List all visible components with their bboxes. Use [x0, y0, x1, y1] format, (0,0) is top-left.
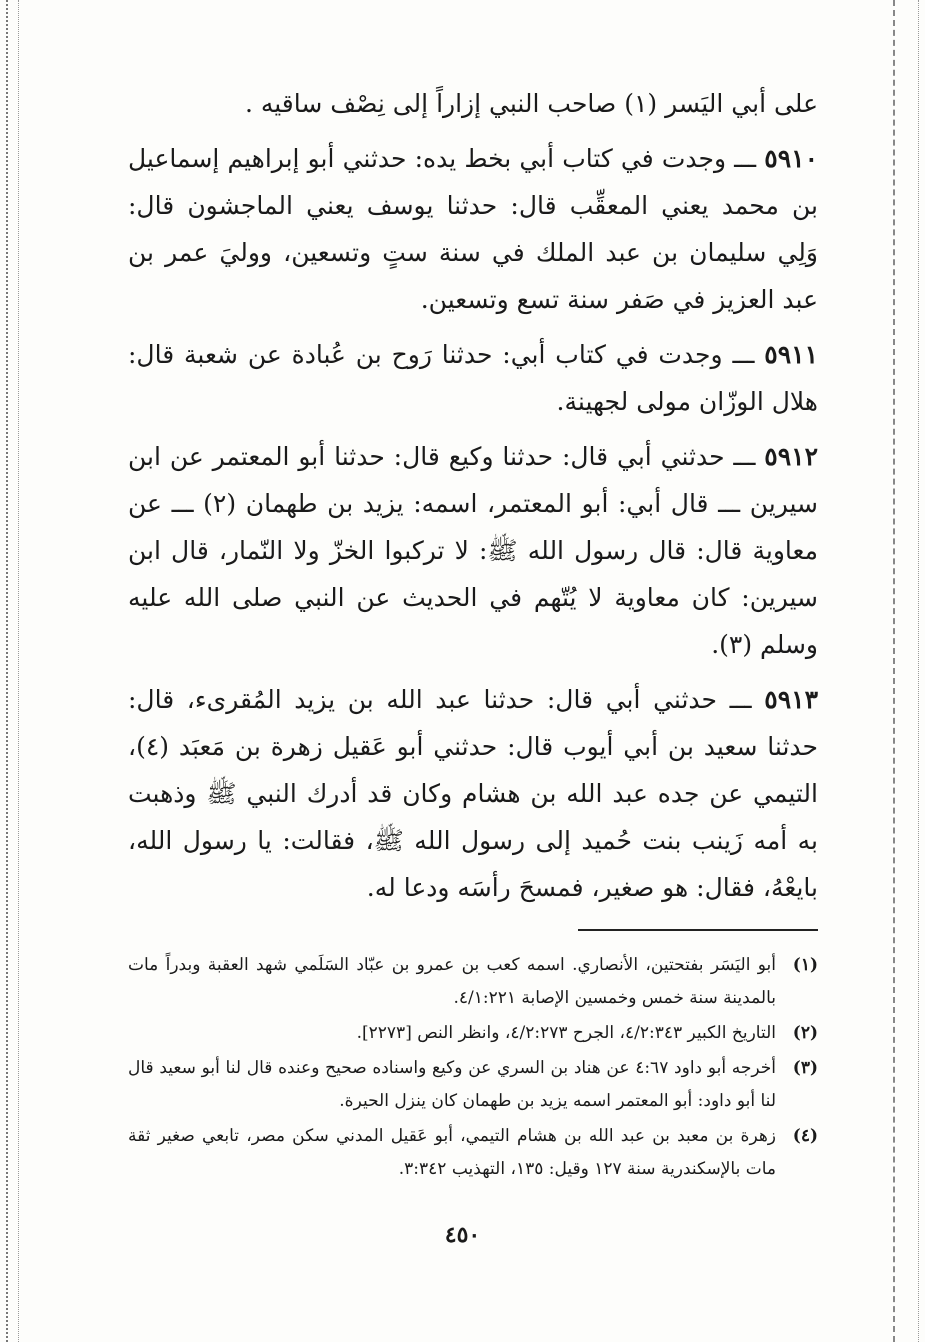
paragraph-text: على أبي اليَسر (١) صاحب النبي إزاراً إلى نِصْف ساقيه .	[244, 89, 818, 118]
footnote-3	[128, 1052, 818, 1118]
scan-edge-right-outer	[918, 0, 919, 1342]
paragraph-text: ـــ حدثني أبي قال: حدثنا وكيع قال: حدثنا أبو المعتمر عن ابن سيرين ـــ قال أبي: أبو المعتمر، اسمه: يزيد بن طهمان (٢) ـــ عن معاوية قال: قال رسول الله ﷺ: لا تركبوا الخزّ ولا النّمار، قال ابن سيرين: كان معاوية لا يُتّهم في الحديث عن النبي صلى الله عليه وسلم (٣).	[128, 442, 818, 659]
footnote-text: التاريخ الكبير ٤/٢:٣٤٣، الجرح ٤/٢:٢٧٣، وانظر النص [٢٢٧٣].	[356, 1023, 776, 1043]
paragraph-number: ٥٩١٢	[764, 442, 819, 471]
paragraph-number: ٥٩١١	[764, 340, 818, 369]
scan-edge-right	[893, 0, 895, 1342]
paragraph-5911	[128, 331, 818, 425]
paragraph-number: ٥٩١٣	[764, 685, 818, 714]
footnote-text: أبو اليَسَر بفتحتين، الأنصاري. اسمه كعب بن عمرو بن عبّاد السَلَمي شهد العقبة وبدراً مات بالمدينة سنة خمس وخمسين الإصابة ٤/١:٢٢١.	[128, 955, 776, 1008]
footnote-number: (٢)	[792, 1023, 818, 1043]
scan-edge-left-inner	[18, 0, 19, 1342]
scan-edge-left	[6, 0, 8, 1342]
paragraph-continuation	[128, 80, 818, 127]
footnote-text: زهرة بن معبد بن عبد الله بن هشام التيمي، أبو عَقيل المدني سكن مصر، تابعي صغير ثقة مات بالإسكندرية سنة ١٢٧ وقيل: ١٣٥، التهذيب ٣:٣٤٢.	[128, 1126, 776, 1179]
footnote-separator	[578, 929, 818, 931]
footnote-1	[128, 949, 818, 1015]
paragraph-number: ٥٩١٠	[764, 144, 818, 173]
paragraph-5912	[128, 433, 818, 668]
footnote-4	[128, 1120, 818, 1186]
footnote-number: (١)	[792, 955, 818, 975]
paragraph-text: ـــ وجدت في كتاب أبي: حدثنا رَوح بن عُبادة عن شعبة قال: هلال الوزّان مولى لجهينة.	[128, 340, 818, 416]
page-number: ٤٥٠	[444, 1222, 481, 1248]
paragraph-5910	[128, 135, 818, 323]
footnote-2	[128, 1017, 818, 1050]
paragraph-text: ـــ وجدت في كتاب أبي بخط يده: حدثني أبو إبراهيم إسماعيل بن محمد يعني المعقِّب قال: حدثنا يوسف يعني الماجشون قال: وَلِي سليمان بن عبد الملك في سنة ستٍ وتسعين، ووليَ عمر بن عبد العزيز في صَفر سنة تسع وتسعين.	[128, 144, 818, 314]
paragraph-5913	[128, 676, 818, 911]
paragraph-text: ـــ حدثني أبي قال: حدثنا عبد الله بن يزيد المُقرىء، قال: حدثنا سعيد بن أبي أيوب قال: حدثني أبو عَقيل زهرة بن مَعبَد (٤)، التيمي عن جده عبد الله بن هشام وكان قد أدرك النبي ﷺ وذهبت به أمه زَينب بنت حُميد إلى رسول الله ﷺ، فقالت: يا رسول الله، بايعْهُ، فقال: هو صغير، فمسحَ رأسَه ودعا له.	[128, 685, 818, 902]
footnote-text: أخرجه أبو داود ٤:٦٧ عن هناد بن السري عن وكيع واسناده صحيح وعنده قال لنا أبو سعيد قال لنا أبو داود: أبو المعتمر اسمه يزيد بن طهمان كان ينزل الحيرة.	[128, 1058, 777, 1111]
footnote-number: (٤)	[792, 1126, 818, 1146]
footnote-number: (٣)	[792, 1058, 818, 1078]
page-body	[128, 80, 818, 1188]
footnotes	[128, 949, 818, 1186]
